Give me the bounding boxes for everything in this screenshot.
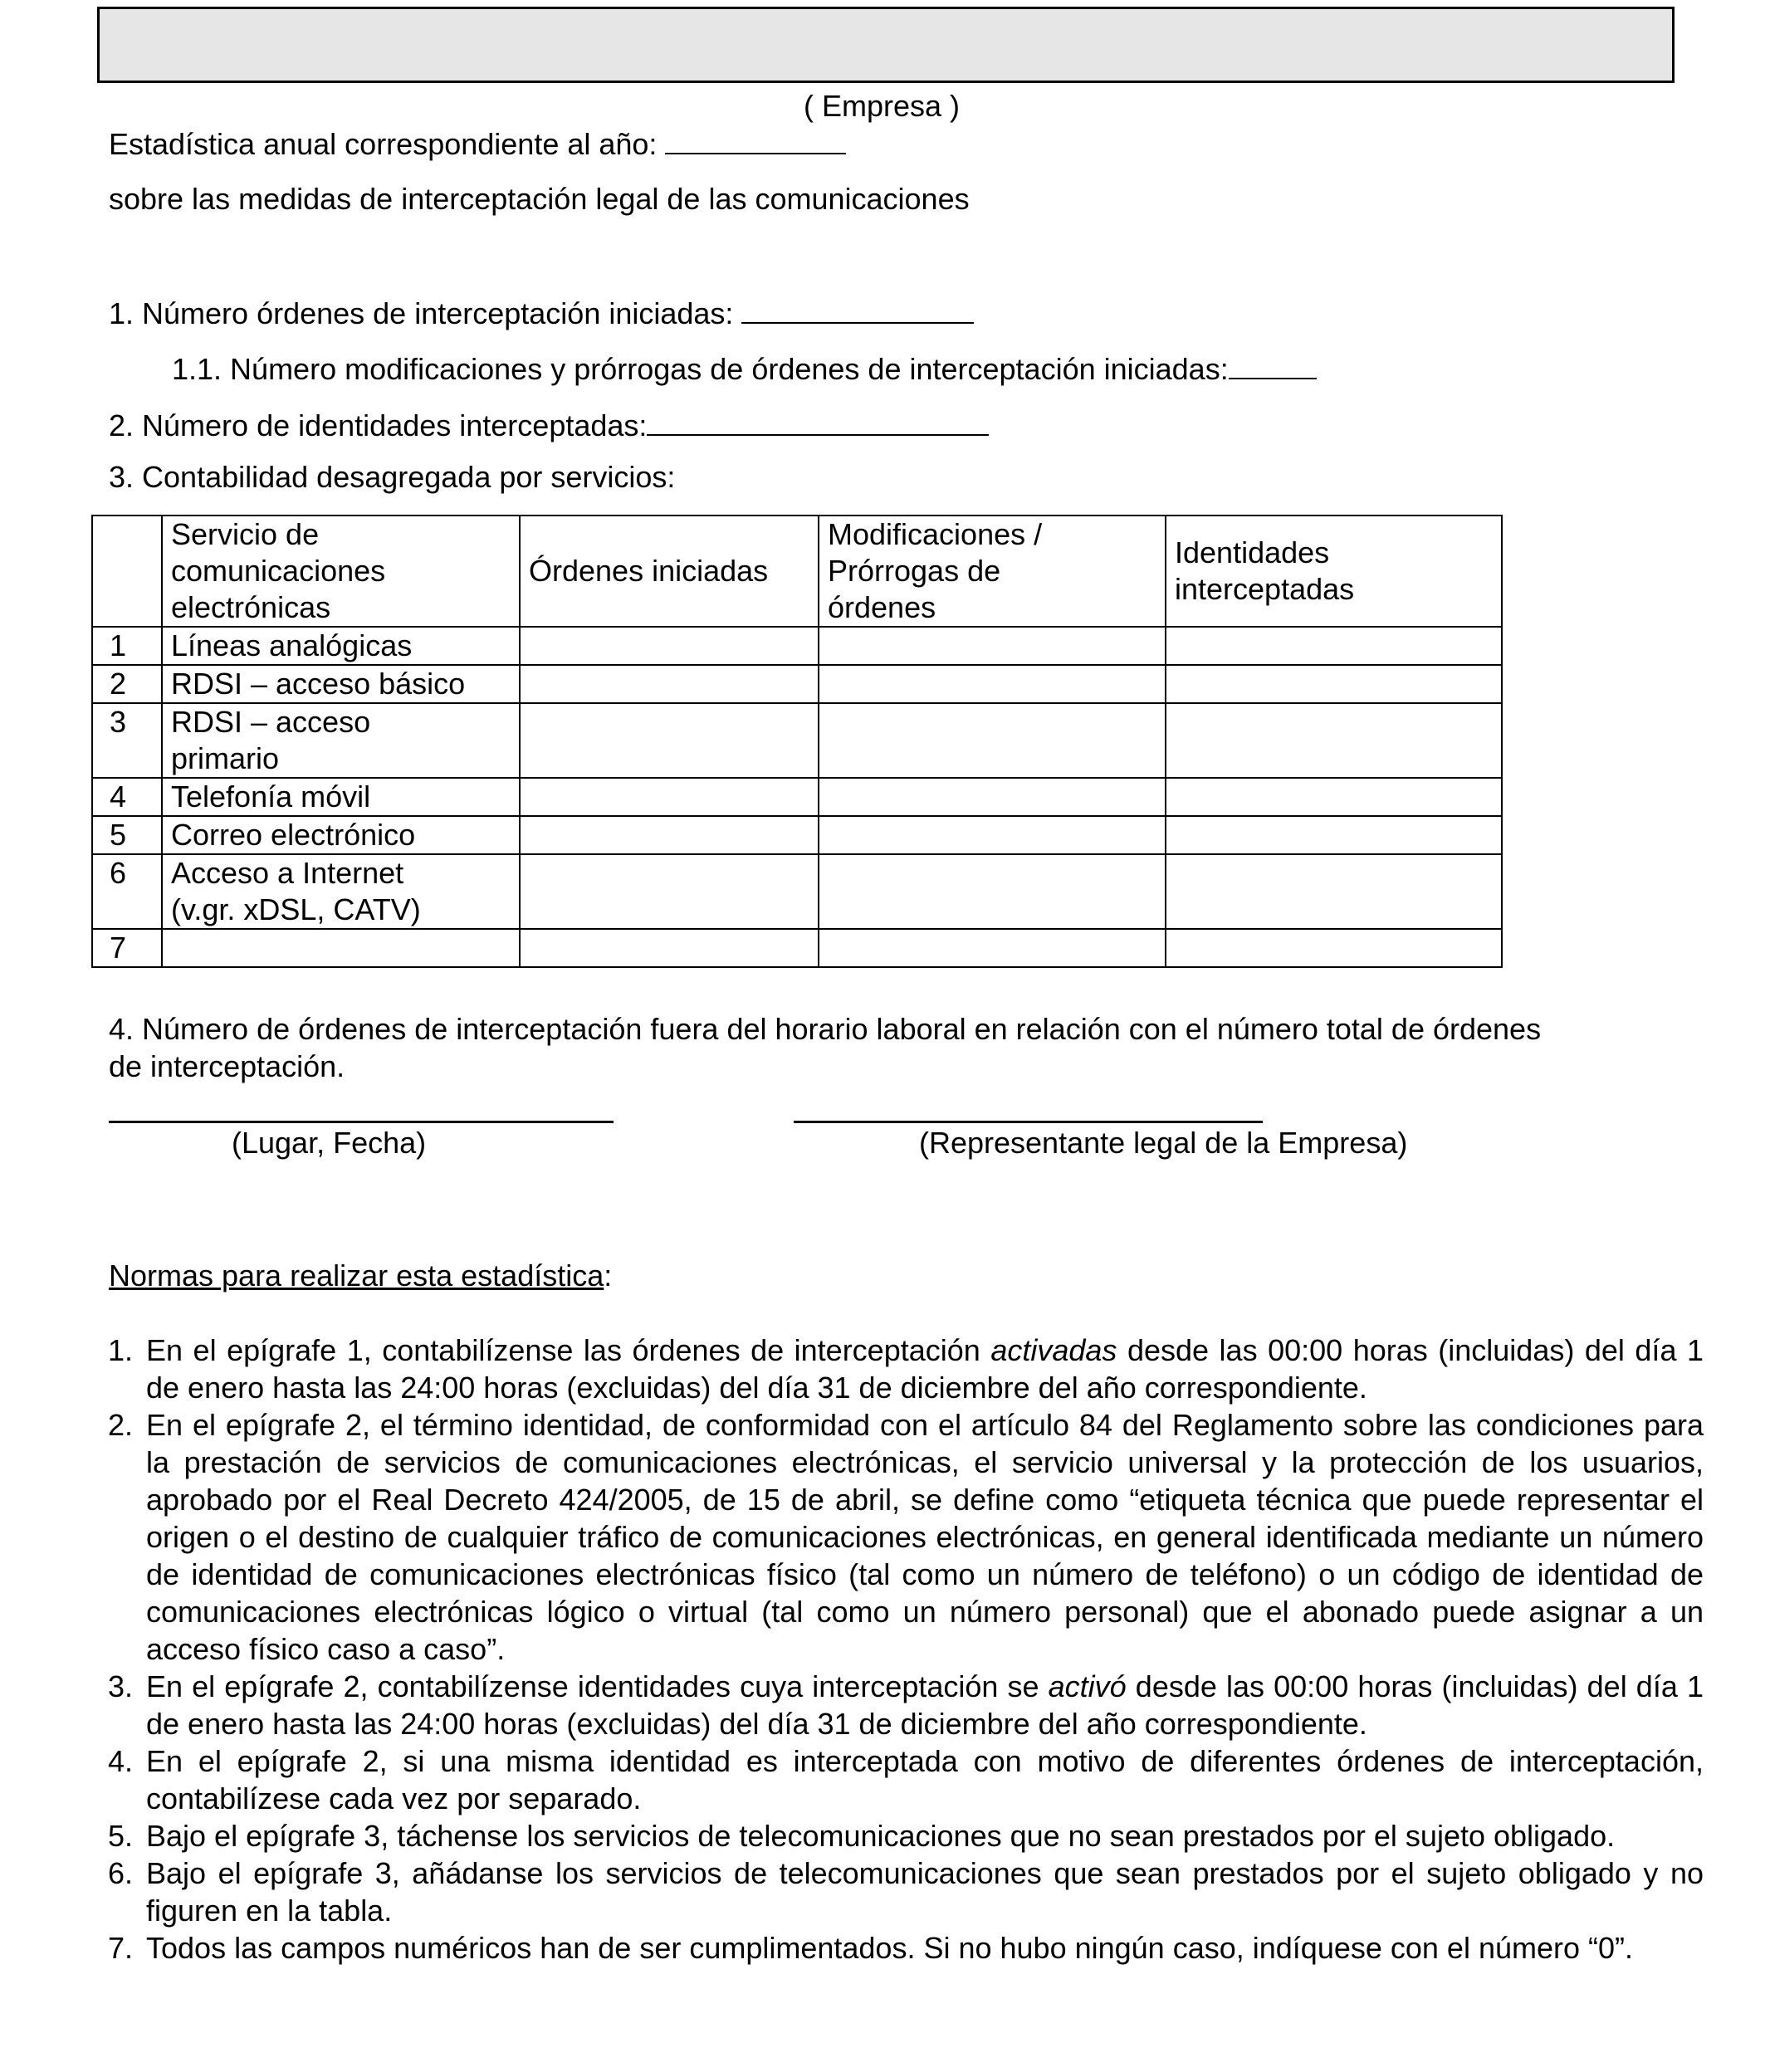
identities-cell[interactable]	[1166, 816, 1502, 854]
table-row: 1 Líneas analógicas	[92, 627, 1502, 665]
orders-cell[interactable]	[520, 703, 819, 778]
rule-item: 3. En el epígrafe 2, contabilízense identidades cuya interceptación se activó desde las 00:00 horas (incluidas) del día 1 de enero hasta las 24:00 horas (excluidas) del día 31 de diciembre del año correspondiente.	[108, 1669, 1704, 1741]
item-4-line-1: 4. Número de órdenes de interceptación fuera del horario laboral en relación con el número total de órdenes	[109, 1012, 1542, 1046]
item-1-1	[172, 349, 1317, 388]
representative-label: (Representante legal de la Empresa)	[919, 1126, 1408, 1160]
orders-cell[interactable]	[520, 665, 819, 703]
identities-cell[interactable]	[1166, 703, 1502, 778]
service-name: Acceso a Internet (v.gr. xDSL, CATV)	[162, 854, 520, 929]
modifications-cell[interactable]	[819, 929, 1166, 967]
rule-item: 1. En el epígrafe 1, contabilízense las órdenes de interceptación activadas desde las 00:00 horas (incluidas) del día 1 de enero hasta las 24:00 horas (excluidas) del día 31 de diciembre del año correspondiente.	[108, 1333, 1704, 1405]
item-2	[109, 406, 989, 444]
item-4-line-2: de interceptación.	[109, 1049, 345, 1083]
rule-item: 7. Todos las campos numéricos han de ser cumplimentados. Si no hubo ningún caso, indíquese con el número “0”.	[108, 1931, 1634, 1965]
service-name: RDSI – acceso primario	[162, 703, 520, 778]
representative-line[interactable]	[794, 1121, 1263, 1123]
item-3: 3. Contabilidad desagregada por servicios:	[109, 460, 676, 494]
service-name: Correo electrónico	[162, 816, 520, 854]
table-row: 2 RDSI – acceso básico	[92, 665, 1502, 703]
identities-cell[interactable]	[1166, 665, 1502, 703]
modifications-cell[interactable]	[819, 627, 1166, 665]
table-row: 5 Correo electrónico	[92, 816, 1502, 854]
identities-cell[interactable]	[1166, 854, 1502, 929]
orders-cell[interactable]	[520, 929, 819, 967]
modifications-cell[interactable]	[819, 665, 1166, 703]
orders-cell[interactable]	[520, 816, 819, 854]
rules-list	[108, 1332, 1704, 1967]
table-row: 3 RDSI – acceso primario	[92, 703, 1502, 778]
year-blank[interactable]	[665, 125, 846, 154]
identities-cell[interactable]	[1166, 627, 1502, 665]
rules-heading: Normas para realizar esta estadística:	[109, 1258, 613, 1293]
orders-cell[interactable]	[520, 854, 819, 929]
rule-item: 4. En el epígrafe 2, si una misma identidad es interceptada con motivo de diferentes órdenes de interceptación, contabilízese cada vez por separado.	[108, 1744, 1704, 1815]
identities-cell[interactable]	[1166, 929, 1502, 967]
item-1-1-blank[interactable]	[1229, 349, 1317, 379]
item-2-label: 2. Número de identidades interceptadas:	[109, 408, 648, 442]
header-num-cell	[92, 516, 162, 627]
service-name: Telefonía móvil	[162, 778, 520, 816]
item-1-blank[interactable]	[741, 294, 974, 324]
services-table	[91, 515, 1503, 968]
rule-item: 5. Bajo el epígrafe 3, táchense los servicios de telecomunicaciones que no sean prestados por el sujeto obligado.	[108, 1819, 1616, 1853]
service-name: Líneas analógicas	[162, 627, 520, 665]
modifications-cell[interactable]	[819, 778, 1166, 816]
modifications-cell[interactable]	[819, 854, 1166, 929]
title-line-1	[109, 125, 846, 163]
identities-cell[interactable]	[1166, 778, 1502, 816]
company-label: ( Empresa )	[804, 89, 961, 123]
title-line-2: sobre las medidas de interceptación legal de las comunicaciones	[109, 182, 970, 216]
service-name[interactable]	[162, 929, 520, 967]
item-1-1-label: 1.1. Número modificaciones y prórrogas de órdenes de interceptación iniciadas:	[172, 352, 1229, 386]
table-row: 4 Telefonía móvil	[92, 778, 1502, 816]
title-text: Estadística anual correspondiente al año:	[109, 127, 658, 161]
item-1-label: 1. Número órdenes de interceptación iniciadas:	[109, 296, 734, 330]
service-name: RDSI – acceso básico	[162, 665, 520, 703]
rule-item: 2. En el epígrafe 2, el término identidad, de conformidad con el artículo 84 del Reglamento sobre las condiciones para la prestación de servicios de comunicaciones electrónicas, el servicio universal y la protección de los usuarios, aprobado por el Real Decreto 424/2005, de 15 de abril, se define como “etiqueta técnica que puede representar el origen o el destino de cualquier tráfico de comunicaciones electrónicas, en general identificada mediante un número de identidad de comunicaciones electrónicas físico (tal como un número de teléfono) o un código de identidad de comunicaciones electrónicas lógico o virtual (tal como un número personal) que el abonado puede asignar a un acceso físico caso a caso”.	[108, 1408, 1704, 1666]
modifications-cell[interactable]	[819, 703, 1166, 778]
header-box	[97, 7, 1675, 83]
item-2-blank[interactable]	[647, 406, 989, 436]
place-date-label: (Lugar, Fecha)	[232, 1126, 427, 1160]
table-header-row	[92, 516, 1502, 627]
orders-cell[interactable]	[520, 627, 819, 665]
modifications-cell[interactable]	[819, 816, 1166, 854]
header-identities: Identidades interceptadas	[1166, 516, 1502, 627]
rule-item: 6. Bajo el epígrafe 3, añádanse los servicios de telecomunicaciones que sean prestados por el sujeto obligado y no figuren en la tabla.	[108, 1856, 1704, 1928]
header-modifications: Modificaciones / Prórrogas de órdenes	[819, 516, 1166, 627]
header-orders: Órdenes iniciadas	[520, 516, 819, 627]
table-row: 6 Acceso a Internet (v.gr. xDSL, CATV)	[92, 854, 1502, 929]
orders-cell[interactable]	[520, 778, 819, 816]
item-1	[109, 294, 974, 332]
table-row: 7	[92, 929, 1502, 967]
header-service: Servicio de comunicaciones electrónicas	[162, 516, 520, 627]
place-date-line[interactable]	[109, 1121, 614, 1123]
